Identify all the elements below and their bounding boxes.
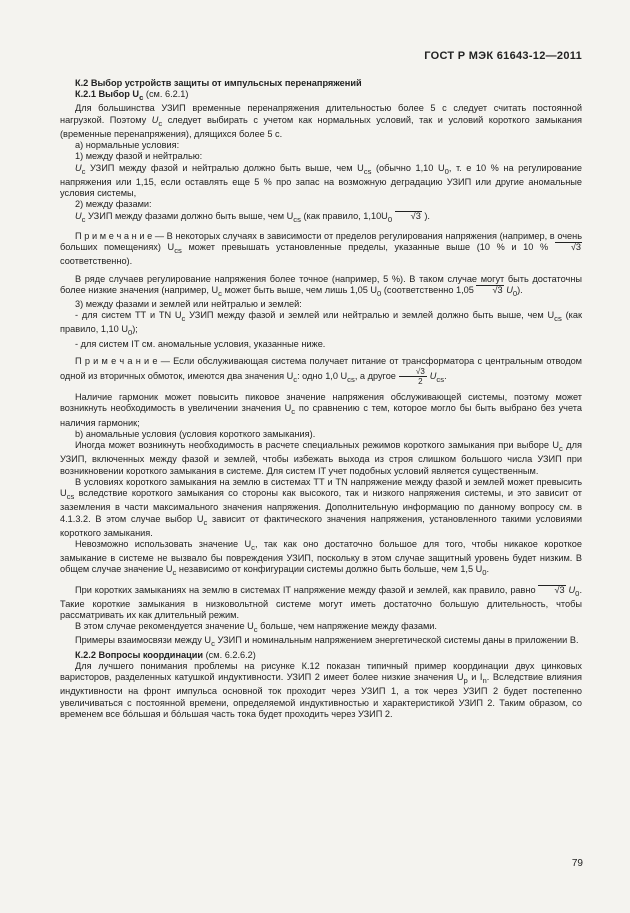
paragraph-tn-fault: В условиях короткого замыкания на землю в системах ТТ и TN напряжение между фазой и землей может превысить $U_{cs}$ вследствие короткого замыкания со стороны как высокого, так и низкого напряжения системы, и это зависит от заземления в части максимального значения напряжения. Дополнительную информацию по данному вопросу см. в 4.1.3.2. В этом случае выбор $U_c$ зависит от фактического значения напряжения, установленного такими условиями короткого замыкания. <box>60 476 582 538</box>
paragraph-regulation: В ряде случаев регулирование напряжения более точное (например, 5 %). В таком случае могут быть достаточны более низкие значения (например, $U_c$ может быть выше, чем лишь 1,05 $U_0$ (соответственно 1,05 √ 3 $U_0$). <box>60 274 582 299</box>
sqrt-3: √ 3 <box>538 585 565 595</box>
paragraph-recommend: В этом случае рекомендуется значение $U_c$ больше, чем напряжение между фазами. <box>75 621 437 635</box>
sqrt-3: √ 3 <box>555 242 582 252</box>
item-a: а) нормальные условия: <box>75 140 180 151</box>
item-a3: 3) между фазами и землей или нейтралью и землей: <box>75 299 302 310</box>
paragraph-tt-tn: - для систем ТТ и TN $U_c$ УЗИП между фазой и землей или нейтралью и землей должно быть выше, чем $U_{cs}$ (как правило, 1,10 $U_0$); <box>60 310 582 338</box>
paragraph-uc-phases: $U_c$ УЗИП между фазами должно быть выше, чем $U_{cs}$ (как правило, $1,10U_0$ √ 3 ). <box>60 211 582 225</box>
item-b: b) аномальные условия (условия короткого замыкания). <box>75 428 316 439</box>
sqrt-3: √ 3 <box>476 285 503 295</box>
paragraph-impossible: Невозможно использовать значение $U_c$, так как оно достаточно большое для того, чтобы никакое короткое замыкание в системе не вызвало бы повреждения УЗИП, поскольку в этом случае защитный уровень будет низким. В общем случае значение $U_c$ независимо от конфигурации системы должно быть больше, чем 1,5 $U_0$. <box>60 539 582 578</box>
paragraph-it: - для систем IT см. аномальные условия, указанные ниже. <box>75 338 326 349</box>
paragraph-coordination: Для лучшего понимания проблемы на рисунке К.12 показан типичный пример координации двух цинковых варисторов, разделенных катушкой индуктивности. УЗИП 2 имеет более низкие значения $U_p$ и $I_n$. Вследствие влияния индуктивности на фронт импульса основной ток проходит через УЗИП 1, а ток через УЗИП 2 будет постепенно увеличиваться с постоянной времени, определяемой индуктивностью и характеристикой УЗИП 2. Таким образом, со временем все бо́льшая и бо́льшая часть тока будет проходить через УЗИП 2. <box>60 660 582 719</box>
paragraph-short-circuit: Иногда может возникнуть необходимость в расчете специальных режимов короткого замыкания при выборе $U_c$ для УЗИП, включенных между фазой и землей, чтобы избежать выхода из строя слишком большого числа УЗИП при возникновении короткого замыкания в системе. Для систем IT учет подобных условий является существенным. <box>60 440 582 476</box>
paragraph-uc-phase-neutral: $U_c$ УЗИП между фазой и нейтралью должно быть выше, чем $U_{cs}$ (обычно 1,10 $U_0$, т. е 10 % на регулирование напряжения или 1,15, если оставлять еще 5 % про запас на возможную деградацию УЗИП или другие аномальные условия системы, <box>60 162 582 199</box>
paragraph-intro: Для большинства УЗИП временные перенапряжения длительностью более 5 с следует считать постоянной нагрузкой. Поэтому $U_c$ следует выбирать с учетом как нормальных условий, так и условий короткого замыкания (временные перенапряжения), длящихся более 5 с. <box>60 103 582 139</box>
item-a2: 2) между фазами: <box>75 199 152 210</box>
section-k21-title: К.2.1 Выбор $U_c$ (см. 6.2.1) <box>75 89 189 103</box>
sqrt-3: √ 3 <box>395 211 422 221</box>
page-content <box>60 78 582 720</box>
item-a1: 1) между фазой и нейтралью: <box>75 151 203 162</box>
page-number: 79 <box>571 858 583 869</box>
note-1: П р и м е ч а н и е — В некоторых случаях в зависимости от пределов регулирования напряжения (например, в очень больших помещениях) $U_{cs}$ может превышать установленные пределы, указанные выше (10 % и 10 % √ 3 соответственно). <box>60 231 582 268</box>
note-2: П р и м е ч а н и е — Если обслуживающая система получает питание от трансформатора с центральным отводом одной из вторичных обмоток, имеются два значения $U_c$: одно 1,0 $U_{cs}$, а другое √ $\frac{3}{2}$ $U_{cs}$. <box>60 356 582 386</box>
section-k2-title: К.2 Выбор устройств защиты от импульсных перенапряжений <box>75 78 362 88</box>
paragraph-it-fault: При коротких замыканиях на землю в системах IT напряжение между фазой и землей, как правило, равно √ 3 $U_0$. Такие короткие замыкания в низковольтной системе могут иметь достаточно большую длительность, чтобы рассматривать их как длительный режим. <box>60 585 582 622</box>
fraction-sqrt3-over-2: √ $\frac{3}{2}$ <box>399 367 427 386</box>
paragraph-examples: Примеры взаимосвязи между $U_c$ УЗИП и номинальным напряжением энергетической системы даны в приложении В. <box>75 635 579 649</box>
standard-header: ГОСТ Р МЭК 61643-12—2011 <box>424 50 582 62</box>
section-k22-title: К.2.2 Вопросы координации (см. 6.2.6.2) <box>75 649 256 660</box>
paragraph-harmonics: Наличие гармоник может повысить пиковое значение напряжения обслуживающей системы, поэтому может возникнуть необходимость в увеличении значения $U_c$ по сравнению с тем, которое могло бы быть выбрано без учета наличия гармоник; <box>60 392 582 428</box>
